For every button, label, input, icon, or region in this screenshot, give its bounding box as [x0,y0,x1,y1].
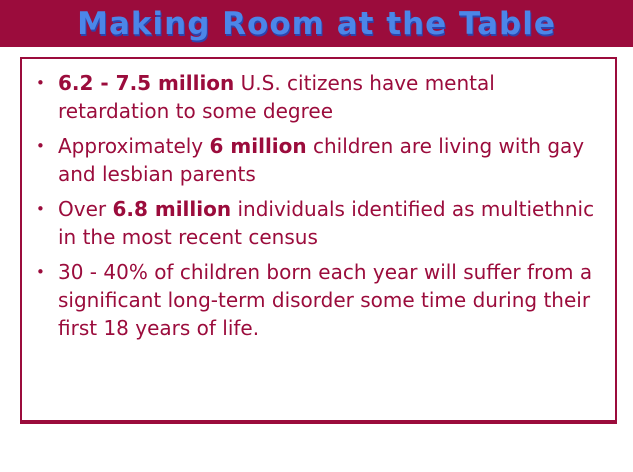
bullet-text-post: individuals identified as multiethnic in the most recent census [58,197,595,249]
bullet-text-pre: 30 - 40% of children born each year will suffer from a significant long-term disorder some time during their first 18 years of life. [58,260,593,340]
bullet-text-pre: Approximately [58,134,210,158]
bullet-marker-icon: • [36,74,45,92]
bullet-marker-icon: • [36,200,45,218]
bullet-text-bold: 6 million [209,134,307,158]
bullet-text-bold: 6.8 million [112,197,232,221]
content-panel [20,57,617,424]
slide-title: Making Room at the Table [77,5,556,42]
bullet-marker-icon: • [36,137,45,155]
bullet-text-pre: Over [58,197,113,221]
bullet-item [30,258,607,342]
bullet-marker-icon: • [36,263,45,281]
bullet-item [30,69,607,125]
bullet-list [30,69,607,342]
bullet-text-post: children are living with gay and lesbian parents [58,134,585,186]
bullet-text-bold: 6.2 - 7.5 million [58,71,235,95]
title-bar [0,0,633,47]
bullet-item [30,195,607,251]
bullet-item [30,132,607,188]
bullet-text-post: U.S. citizens have mental retardation to some degree [58,71,495,123]
